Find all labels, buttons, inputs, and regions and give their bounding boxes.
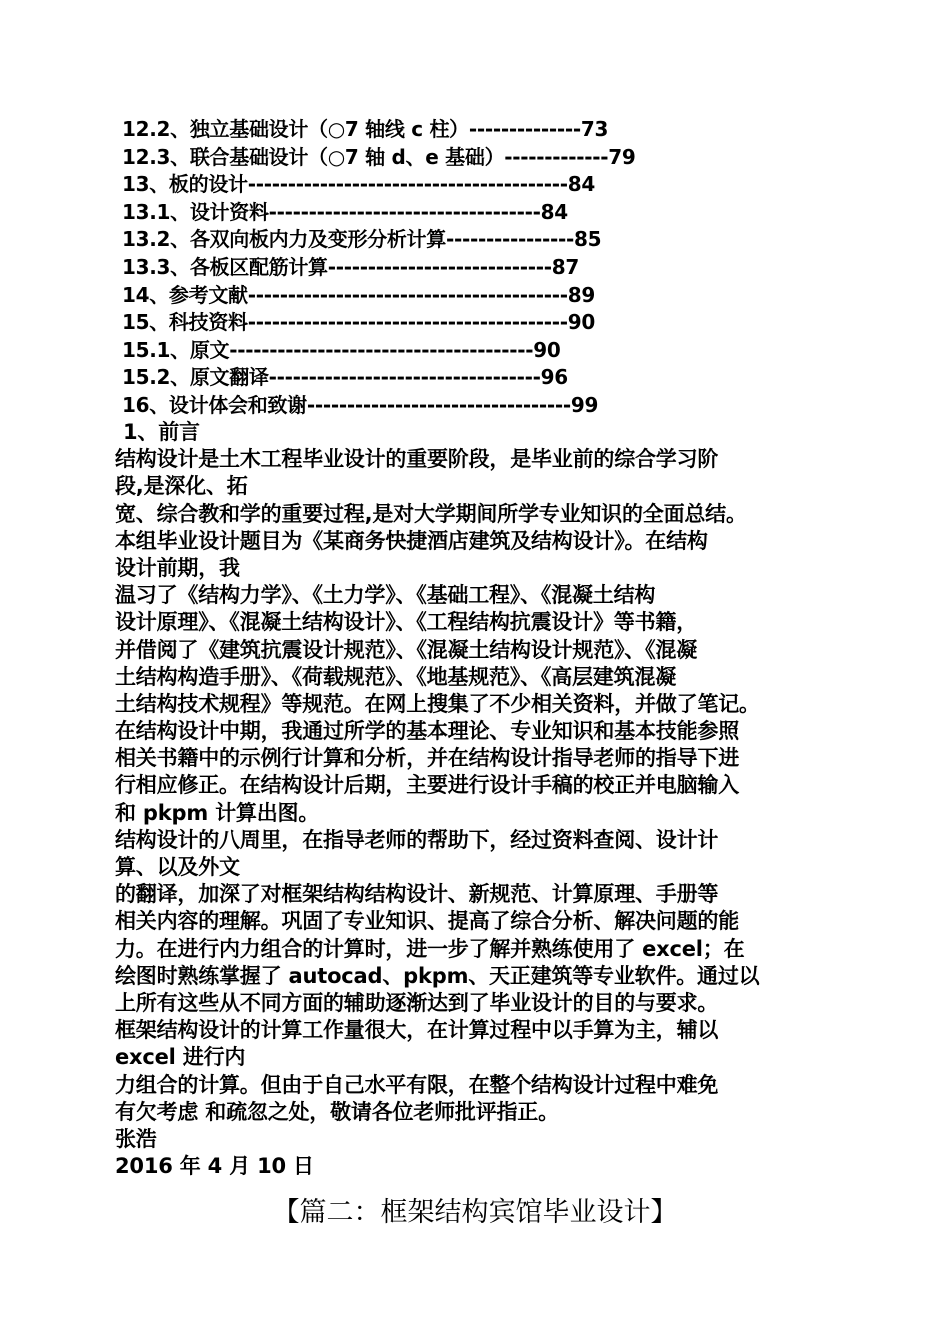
text-line: 本组毕业设计题目为《某商务快捷酒店建筑及结构设计》。在结构 xyxy=(115,528,708,553)
text-line: 土结构构造手册》、《荷载规范》、《地基规范》、《高层建筑混凝 xyxy=(115,664,676,689)
text-line: 温习了《结构力学》、《土力学》、《基础工程》、《混凝土结构 xyxy=(115,583,656,608)
toc-entry: 16、设计体会和致谢---------------------------------99 xyxy=(122,392,599,417)
text-line: 相关书籍中的示例行计算和分析，并在结构设计指导老师的指导下进 xyxy=(115,746,739,771)
text-line: 框架结构设计的计算工作量很大，在计算过程中以手算为主，辅以 xyxy=(115,1018,719,1043)
text-line: 和 pkpm 计算出图。 xyxy=(115,800,320,825)
text-line: 并借阅了《建筑抗震设计规范》、《混凝土结构设计规范》、《混凝 xyxy=(115,637,697,662)
text-line: 行相应修正。在结构设计后期，主要进行设计手稿的校正并电脑输入 xyxy=(115,773,739,798)
toc-entry: 14、参考文献----------------------------------------89 xyxy=(122,282,595,307)
text-line: 相关内容的理解。巩固了专业知识、提高了综合分析、解决问题的能 xyxy=(115,909,739,934)
text-line: 段,是深化、拓 xyxy=(115,474,248,499)
text-line: 算、以及外文 xyxy=(115,855,240,879)
toc-entry: 13.2、各双向板内力及变形分析计算----------------85 xyxy=(122,227,602,252)
preface-heading: 1、前言 xyxy=(123,420,200,444)
text-line: 设计前期，我 xyxy=(115,555,240,580)
text-line: 土结构技术规程》等规范。在网上搜集了不少相关资料，并做了笔记。 xyxy=(115,691,760,716)
text-line: 宽、综合教和学的重要过程,是对大学期间所学专业知识的全面总结。 xyxy=(115,501,747,526)
text-line: 力。在进行内力组合的计算时，进一步了解并熟练使用了 excel；在 xyxy=(115,936,745,961)
toc-entry: 15.2、原文翻译----------------------------------96 xyxy=(122,365,568,390)
text-line: 力组合的计算。但由于自己水平有限，在整个结构设计过程中难免 xyxy=(115,1072,719,1097)
toc-entry: 12.3、联合基础设计（○7 轴 d、e 基础）-------------79 xyxy=(122,144,636,169)
section-title: 【篇二：框架结构宾馆毕业设计】 xyxy=(272,1197,678,1228)
text-line: excel 进行内 xyxy=(115,1045,246,1070)
text-line: 2016 年 4 月 10 日 xyxy=(115,1154,314,1179)
text-line: 绘图时熟练掌握了 autocad、pkpm、天正建筑等专业软件。通过以 xyxy=(115,963,760,988)
toc-entry: 13.1、设计资料----------------------------------84 xyxy=(122,199,568,224)
toc-entry: 12.2、独立基础设计（○7 轴线 c 柱）--------------73 xyxy=(122,117,609,141)
text-line: 结构设计是土木工程毕业设计的重要阶段，是毕业前的综合学习阶 xyxy=(115,447,719,472)
text-line: 结构设计的八周里，在指导老师的帮助下，经过资料查阅、设计计 xyxy=(115,827,719,852)
text-line: 上所有这些从不同方面的辅助逐渐达到了毕业设计的目的与要求。 xyxy=(115,990,719,1015)
toc-entry: 13.3、各板区配筋计算----------------------------87 xyxy=(122,254,579,279)
toc-entry: 15.1、原文--------------------------------------90 xyxy=(122,337,561,362)
preface-body xyxy=(115,419,855,1180)
text-line: 张浩 xyxy=(115,1126,157,1151)
table-of-contents xyxy=(122,116,842,420)
text-line: 的翻译，加深了对框架结构结构设计、新规范、计算原理、手册等 xyxy=(115,882,719,907)
text-line: 设计原理》、《混凝土结构设计》、《工程结构抗震设计》等书籍， xyxy=(115,610,697,635)
toc-entry: 13、板的设计----------------------------------------84 xyxy=(122,172,595,197)
text-line: 有欠考虑 和疏忽之处，敬请各位老师批评指正。 xyxy=(115,1099,559,1124)
toc-entry: 15、科技资料----------------------------------------90 xyxy=(122,310,595,335)
text-line: 在结构设计中期，我通过所学的基本理论、专业知识和基本技能参照 xyxy=(115,719,739,744)
